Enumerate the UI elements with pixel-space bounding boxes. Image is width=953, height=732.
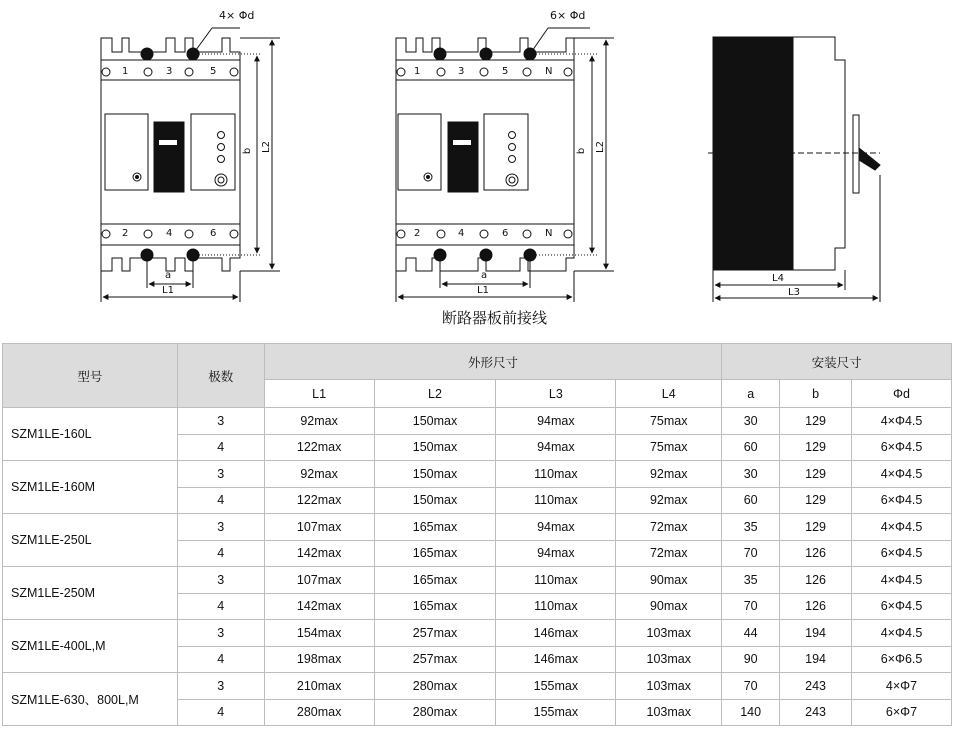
poles-cell: 4 [177, 699, 264, 726]
L1-cell: 142max [264, 593, 374, 620]
terminal-label: 4 [458, 228, 465, 239]
hole-label-3pole: 4× Φd [219, 9, 255, 22]
L1-cell: 122max [264, 487, 374, 514]
L4-cell: 72max [616, 540, 722, 567]
dim-L2-label: L2 [260, 141, 272, 153]
poles-cell: 4 [177, 487, 264, 514]
poles-cell: 4 [177, 540, 264, 567]
L3-cell: 155max [496, 673, 616, 700]
dim-a-label: a [165, 270, 172, 281]
header-L4: L4 [616, 380, 722, 408]
model-cell: SZM1LE-250M [3, 567, 178, 620]
poles-cell: 4 [177, 434, 264, 461]
terminal-label: 4 [166, 228, 173, 239]
L1-cell: 107max [264, 567, 374, 594]
a-cell: 35 [722, 514, 780, 541]
L3-cell: 110max [496, 593, 616, 620]
header-b: b [780, 380, 852, 408]
model-cell: SZM1LE-160L [3, 408, 178, 461]
b-cell: 126 [780, 593, 852, 620]
d-cell: 6×Φ7 [852, 699, 952, 726]
L2-cell: 165max [374, 567, 496, 594]
a-cell: 30 [722, 461, 780, 488]
drawing-area [0, 0, 953, 340]
dim-L2-label: L2 [594, 141, 606, 153]
L2-cell: 150max [374, 487, 496, 514]
poles-cell: 3 [177, 408, 264, 435]
model-cell: SZM1LE-160M [3, 461, 178, 514]
dim-b-label: b [242, 147, 254, 155]
L4-cell: 103max [616, 620, 722, 647]
d-cell: 4×Φ7 [852, 673, 952, 700]
d-cell: 6×Φ4.5 [852, 540, 952, 567]
L1-cell: 154max [264, 620, 374, 647]
a-cell: 60 [722, 487, 780, 514]
L4-cell: 75max [616, 434, 722, 461]
a-cell: 70 [722, 540, 780, 567]
L4-cell: 75max [616, 408, 722, 435]
drawing-caption: 断路器板前接线 [441, 309, 547, 327]
poles-cell: 3 [177, 673, 264, 700]
header-model: 型号 [3, 344, 178, 408]
header-a: a [722, 380, 780, 408]
a-cell: 70 [722, 593, 780, 620]
b-cell: 129 [780, 461, 852, 488]
L3-cell: 94max [496, 540, 616, 567]
L3-cell: 94max [496, 408, 616, 435]
terminal-label: N [545, 228, 553, 239]
L1-cell: 122max [264, 434, 374, 461]
L2-cell: 165max [374, 540, 496, 567]
terminal-label: 5 [210, 66, 217, 77]
L1-cell: 92max [264, 408, 374, 435]
L2-cell: 165max [374, 514, 496, 541]
poles-cell: 3 [177, 461, 264, 488]
L4-cell: 72max [616, 514, 722, 541]
a-cell: 35 [722, 567, 780, 594]
L4-cell: 103max [616, 646, 722, 673]
header-L3: L3 [496, 380, 616, 408]
d-cell: 4×Φ4.5 [852, 514, 952, 541]
L2-cell: 150max [374, 434, 496, 461]
L1-cell: 92max [264, 461, 374, 488]
model-cell: SZM1LE-400L,M [3, 620, 178, 673]
a-cell: 70 [722, 673, 780, 700]
L2-cell: 257max [374, 646, 496, 673]
L3-cell: 94max [496, 514, 616, 541]
table-row [3, 408, 952, 435]
terminal-label: 5 [502, 66, 509, 77]
header-outline-dimensions: 外形尺寸 [264, 344, 722, 380]
L1-cell: 210max [264, 673, 374, 700]
header-L1: L1 [264, 380, 374, 408]
poles-cell: 3 [177, 620, 264, 647]
header-L2: L2 [374, 380, 496, 408]
dim-L1-label: L1 [477, 285, 489, 296]
header-poles: 极数 [177, 344, 264, 408]
d-cell: 4×Φ4.5 [852, 408, 952, 435]
model-cell: SZM1LE-630、800L,M [3, 673, 178, 726]
L2-cell: 280max [374, 699, 496, 726]
a-cell: 140 [722, 699, 780, 726]
dim-L4-label: L4 [772, 273, 784, 284]
d-cell: 4×Φ4.5 [852, 567, 952, 594]
model-cell: SZM1LE-250L [3, 514, 178, 567]
a-cell: 44 [722, 620, 780, 647]
b-cell: 194 [780, 620, 852, 647]
L3-cell: 155max [496, 699, 616, 726]
L2-cell: 280max [374, 673, 496, 700]
L3-cell: 94max [496, 434, 616, 461]
a-cell: 60 [722, 434, 780, 461]
L3-cell: 110max [496, 461, 616, 488]
terminal-label: N [545, 66, 553, 77]
header-mounting-dimensions: 安装尺寸 [722, 344, 952, 380]
a-cell: 30 [722, 408, 780, 435]
terminal-label: 6 [502, 228, 509, 239]
b-cell: 126 [780, 540, 852, 567]
b-cell: 129 [780, 514, 852, 541]
d-cell: 6×Φ4.5 [852, 487, 952, 514]
b-cell: 126 [780, 567, 852, 594]
b-cell: 243 [780, 673, 852, 700]
dimensions-table [2, 343, 952, 726]
L1-cell: 280max [264, 699, 374, 726]
L1-cell: 198max [264, 646, 374, 673]
terminal-label: 1 [414, 66, 421, 77]
dim-a-label: a [481, 270, 488, 281]
L2-cell: 165max [374, 593, 496, 620]
d-cell: 4×Φ4.5 [852, 620, 952, 647]
table-row [3, 567, 952, 594]
b-cell: 129 [780, 408, 852, 435]
terminal-label: 3 [166, 66, 173, 77]
L3-cell: 146max [496, 620, 616, 647]
hole-label-4pole: 6× Φd [550, 9, 586, 22]
terminal-label: 3 [458, 66, 465, 77]
table-row [3, 461, 952, 488]
L2-cell: 150max [374, 461, 496, 488]
poles-cell: 3 [177, 567, 264, 594]
d-cell: 6×Φ4.5 [852, 434, 952, 461]
d-cell: 4×Φ4.5 [852, 461, 952, 488]
L1-cell: 107max [264, 514, 374, 541]
table-row [3, 514, 952, 541]
b-cell: 194 [780, 646, 852, 673]
L4-cell: 103max [616, 673, 722, 700]
d-cell: 6×Φ4.5 [852, 593, 952, 620]
L4-cell: 92max [616, 487, 722, 514]
terminal-label: 2 [122, 228, 129, 239]
poles-cell: 4 [177, 646, 264, 673]
header-d: Φd [852, 380, 952, 408]
L4-cell: 90max [616, 593, 722, 620]
terminal-label: 2 [414, 228, 421, 239]
L3-cell: 110max [496, 487, 616, 514]
L4-cell: 90max [616, 567, 722, 594]
L1-cell: 142max [264, 540, 374, 567]
L2-cell: 150max [374, 408, 496, 435]
terminal-label: 6 [210, 228, 217, 239]
dim-L3-label: L3 [788, 287, 800, 298]
d-cell: 6×Φ6.5 [852, 646, 952, 673]
b-cell: 243 [780, 699, 852, 726]
b-cell: 129 [780, 487, 852, 514]
L3-cell: 110max [496, 567, 616, 594]
L4-cell: 92max [616, 461, 722, 488]
a-cell: 90 [722, 646, 780, 673]
table-row [3, 620, 952, 647]
dim-b-label: b [576, 147, 588, 155]
L2-cell: 257max [374, 620, 496, 647]
L4-cell: 103max [616, 699, 722, 726]
table-row [3, 673, 952, 700]
dim-L1-label: L1 [162, 285, 174, 296]
L3-cell: 146max [496, 646, 616, 673]
terminal-label: 1 [122, 66, 129, 77]
poles-cell: 4 [177, 593, 264, 620]
poles-cell: 3 [177, 514, 264, 541]
b-cell: 129 [780, 434, 852, 461]
side-view [708, 37, 880, 302]
